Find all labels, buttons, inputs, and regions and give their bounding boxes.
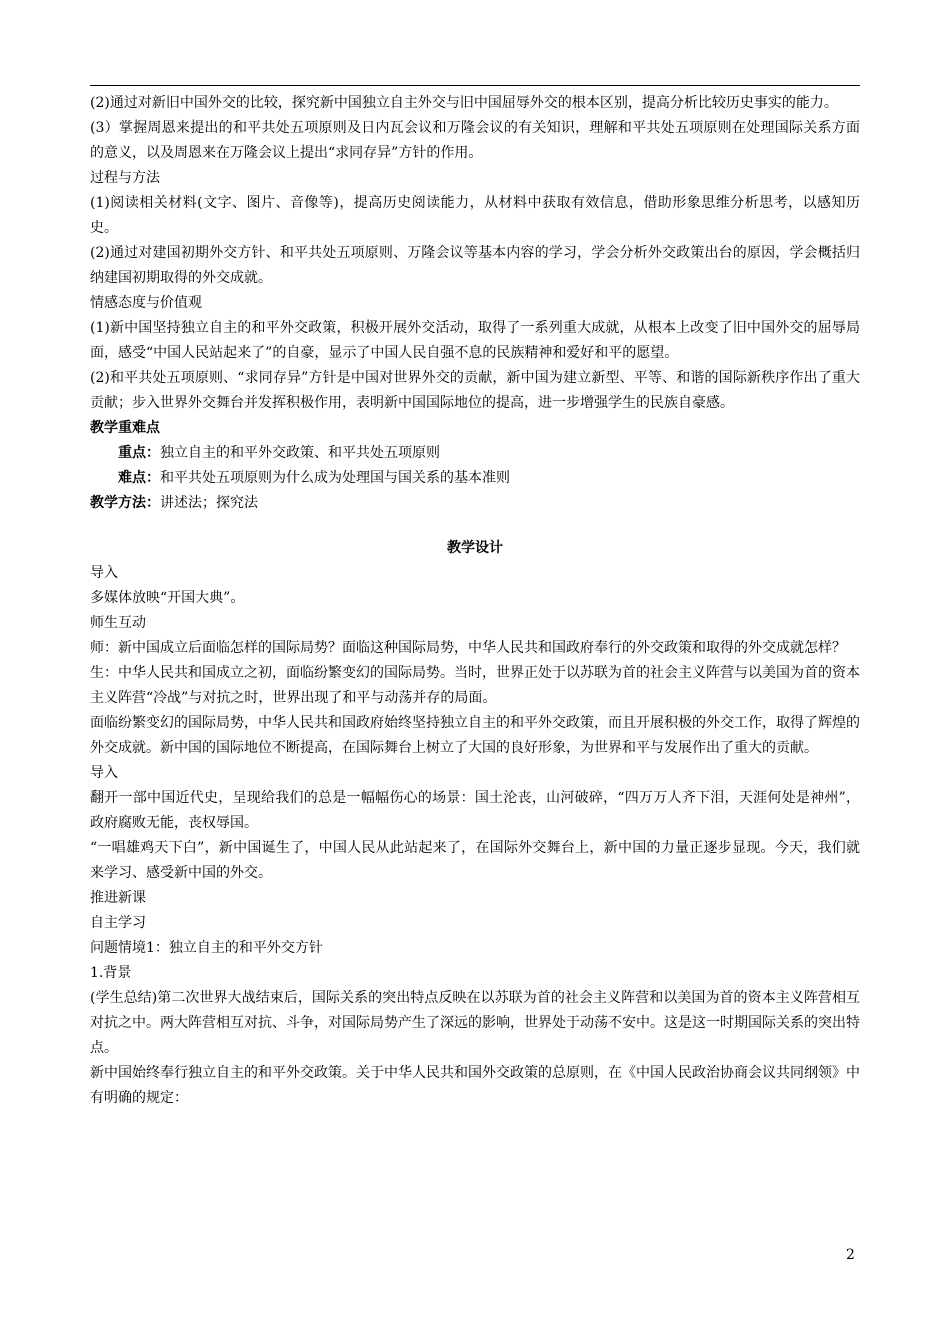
paragraph: 面临纷繁变幻的国际局势，中华人民共和国政府始终坚持独立自主的和平外交政策，而且开展积极的外交工作，取得了辉煌的外交成就。新中国的国际地位不断提高，在国际舞台上树立了大国的良好形象，为世界和平与发展作出了重大的贡献。 <box>90 715 860 756</box>
page-number: 2 <box>846 1247 855 1263</box>
key-point <box>90 441 860 466</box>
method-text: 讲述法；探究法 <box>160 495 258 511</box>
paragraph: (1)阅读相关材料(文字、图片、音像等)，提高历史阅读能力，从材料中获取有效信息，借助形象思维分析思考，以感知历史。 <box>90 195 860 236</box>
paragraph: 问题情境1：独立自主的和平外交方针 <box>90 940 323 956</box>
paragraph: “一唱雄鸡天下白”，新中国诞生了，中国人民从此站起来了，在国际外交舞台上，新中国的力量正逐步显现。今天，我们就来学习、感受新中国的外交。 <box>90 840 860 881</box>
key-label: 重点： <box>118 445 160 461</box>
paragraph: 师生互动 <box>90 615 146 631</box>
teaching-method <box>90 491 860 516</box>
hard-point <box>90 466 860 491</box>
paragraph: 1.背景 <box>90 965 132 981</box>
heading-difficulty: 教学重难点 <box>90 420 160 436</box>
paragraph: 生：中华人民共和国成立之初，面临纷繁变幻的国际局势。当时，世界正处于以苏联为首的社会主义阵营与以美国为首的资本主义阵营“冷战”与对抗之时，世界出现了和平与动荡并存的局面。 <box>90 665 860 706</box>
subheading: 过程与方法 <box>90 170 160 186</box>
document-body <box>90 91 860 1111</box>
paragraph: 新中国始终奉行独立自主的和平外交政策。关于中华人民共和国外交政策的总原则，在《中国人民政治协商会议共同纲领》中有明确的规定： <box>90 1065 860 1106</box>
paragraph: 自主学习 <box>90 915 146 931</box>
method-label: 教学方法： <box>90 495 160 511</box>
paragraph: (2)和平共处五项原则、“求同存异”方针是中国对世界外交的贡献，新中国为建立新型、平等、和谐的国际新秩序作出了重大贡献；步入世界外交舞台并发挥积极作用，表明新中国国际地位的提高，进一步增强学生的民族自豪感。 <box>90 370 860 411</box>
hard-text: 和平共处五项原则为什么成为处理国与国关系的基本准则 <box>160 470 510 486</box>
paragraph: (1)新中国坚持独立自主的和平外交政策，积极开展外交活动，取得了一系列重大成就，从根本上改变了旧中国外交的屈辱局面，感受“中国人民站起来了”的自豪，显示了中国人民自强不息的民族精神和爱好和平的愿望。 <box>90 320 860 361</box>
paragraph: 推进新课 <box>90 890 146 906</box>
paragraph: 多媒体放映“开国大典”。 <box>90 590 245 606</box>
hard-label: 难点： <box>118 470 160 486</box>
paragraph: (3）掌握周恩来提出的和平共处五项原则及日内瓦会议和万隆会议的有关知识，理解和平共处五项原则在处理国际关系方面的意义，以及周恩来在万隆会议上提出“求同存异”方针的作用。 <box>90 120 860 161</box>
paragraph: 导入 <box>90 765 118 781</box>
paragraph: (2)通过对新旧中国外交的比较，探究新中国独立自主外交与旧中国屈辱外交的根本区别，提高分析比较历史事实的能力。 <box>90 95 838 111</box>
header-rule <box>90 85 860 86</box>
subheading: 情感态度与价值观 <box>90 295 202 311</box>
paragraph: (2)通过对建国初期外交方针、和平共处五项原则、万隆会议等基本内容的学习，学会分析外交政策出台的原因，学会概括归纳建国初期取得的外交成就。 <box>90 245 860 286</box>
paragraph: 翻开一部中国近代史，呈现给我们的总是一幅幅伤心的场景：国土沦丧，山河破碎，“四万万人齐下泪，天涯何处是神州”，政府腐败无能，丧权辱国。 <box>90 790 860 831</box>
paragraph: (学生总结)第二次世界大战结束后，国际关系的突出特点反映在以苏联为首的社会主义阵营和以美国为首的资本主义阵营相互对抗之中。两大阵营相互对抗、斗争，对国际局势产生了深远的影响，世界处于动荡不安中。这是这一时期国际关系的突出特点。 <box>90 990 860 1056</box>
key-text: 独立自主的和平外交政策、和平共处五项原则 <box>160 445 440 461</box>
section-title: 教学设计 <box>447 540 503 556</box>
paragraph: 导入 <box>90 565 118 581</box>
paragraph: 师：新中国成立后面临怎样的国际局势？面临这种国际局势，中华人民共和国政府奉行的外交政策和取得的外交成就怎样？ <box>90 640 846 656</box>
